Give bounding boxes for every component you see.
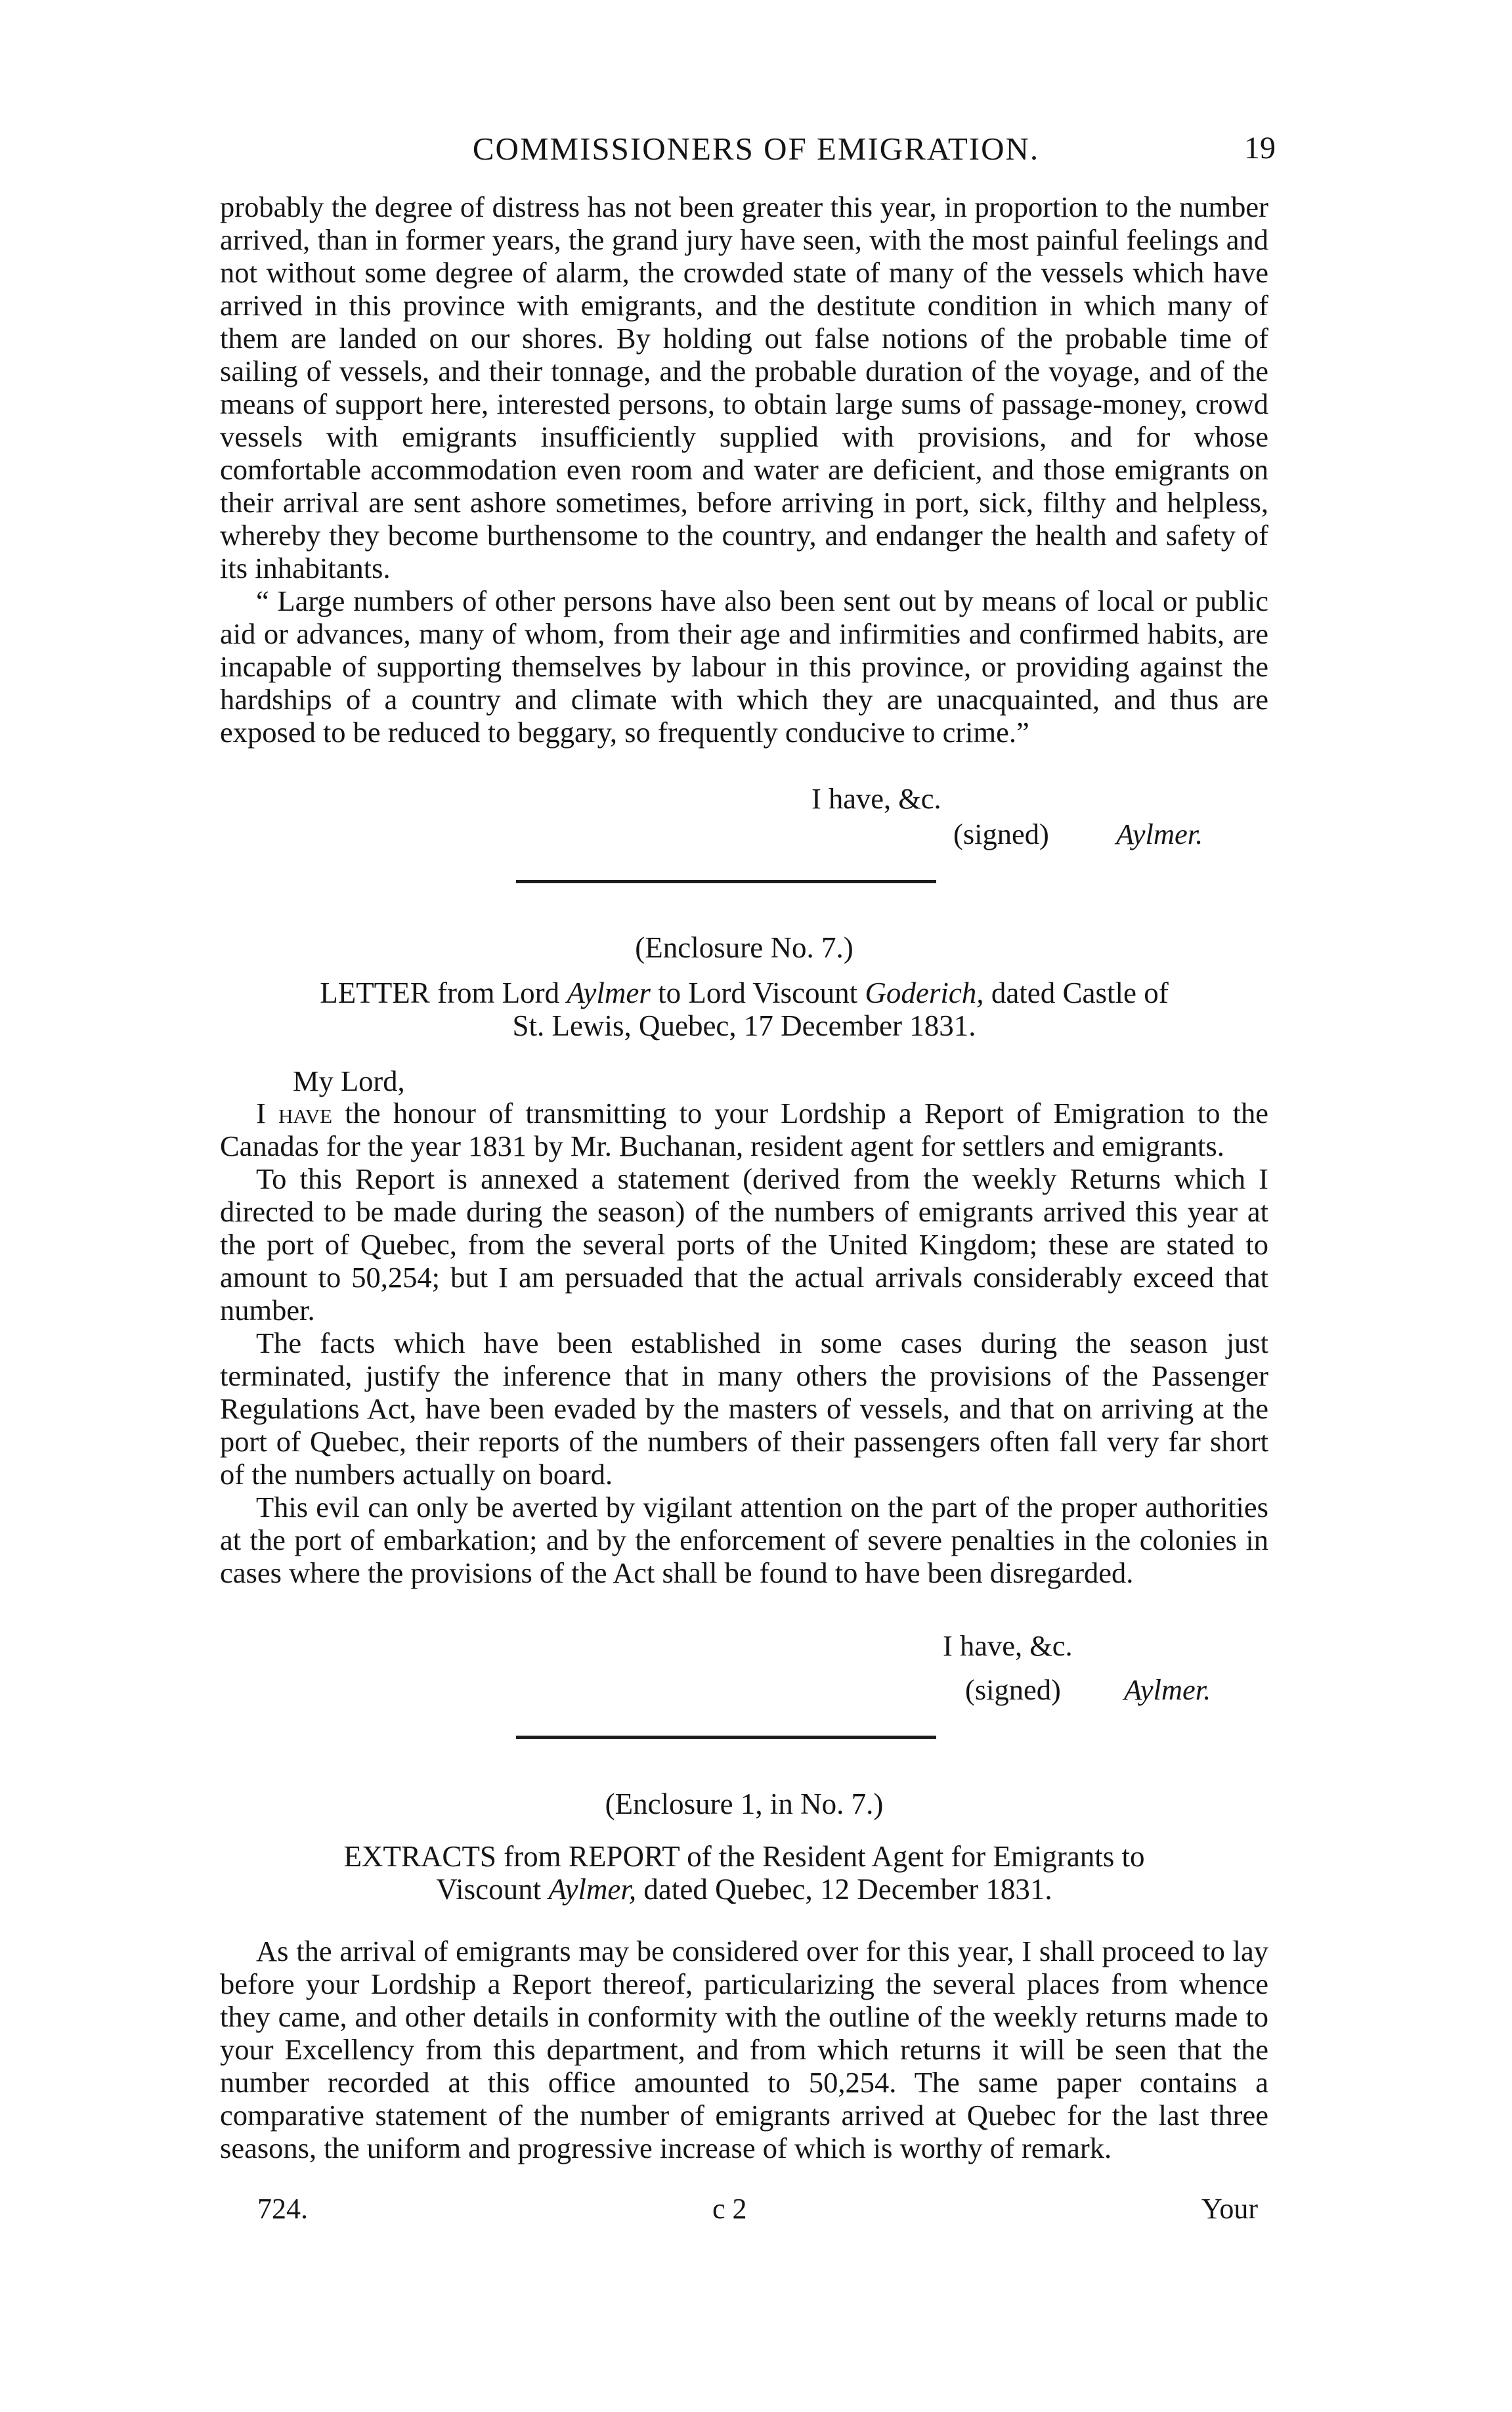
body-paragraph: The facts which have been established in some cases during the season just terminated, justify the inference that in many others the provisions of the Passenger Regulations Act, have been evaded by the masters of vessels, and that on arriving at the port of Quebec, their reports of the numbers of their passengers often fall very far short of the numbers actually on board. <box>220 1327 1268 1491</box>
closing-line: I have, &c. <box>943 1629 1073 1662</box>
presentment-continuation <box>220 190 1268 749</box>
enclosure-heading: (Enclosure 1, in No. 7.) <box>605 1787 884 1820</box>
extract-heading: EXTRACTS from REPORT of the Resident Agent for Emigrants to <box>343 1840 1145 1873</box>
extract-heading-date: Viscount Aylmer, dated Quebec, 12 December 1831. <box>436 1873 1052 1906</box>
body-paragraph: As the arrival of emigrants may be considered over for this year, I shall proceed to lay before your Lordship a Report thereof, particularizing the several places from whence they came, and other details in conformity with the outline of the weekly returns made to your Excellency from this department, and from which returns it will be seen that the number recorded at this office amounted to 50,254. The same paper contains a comparative statement of the number of emigrants arrived at Quebec for the last three seasons, the uniform and progressive increase of which is worthy of remark. <box>220 1935 1268 2164</box>
footer-paper-number: 724. <box>257 2193 308 2225</box>
body-paragraph: To this Report is annexed a statement (derived from the weekly Returns which I directed to be made during the season) of the numbers of emigrants arrived this year at the port of Quebec, from the several ports of the United Kingdom; these are stated to amount to 50,254; but I am persuaded that the actual arrivals considerably exceed that number. <box>220 1162 1268 1327</box>
signature: Aylmer. <box>1116 818 1203 850</box>
letter-body <box>220 1097 1268 1589</box>
body-paragraph: probably the degree of distress has not been greater this year, in proportion to the number arrived, than in former years, the grand jury have seen, with the most painful feelings and not without some degree of alarm, the crowded state of many of the vessels which have arrived in this province with emigrants, and the destitute condition in which many of them are landed on our shores. By holding out false notions of the probable time of sailing of vessels, and their tonnage, and the probable duration of the voyage, and of the means of support here, interested persons, to obtain large sums of passage-money, crowd vessels with emigrants insufficiently supplied with provisions, and for whose comfortable accommodation even room and water are deficient, and those emigrants on their arrival are sent ashore sometimes, before arriving in port, sick, filthy and helpless, whereby they become burthensome to the country, and endanger the health and safety of its inhabitants. <box>220 190 1268 584</box>
footer-catchword: Your <box>1201 2193 1259 2225</box>
footer-signature-mark: c 2 <box>712 2193 747 2225</box>
salutation: My Lord, <box>293 1064 405 1097</box>
letter-heading: LETTER from Lord Aylmer to Lord Viscount Goderich, dated Castle of <box>320 976 1169 1009</box>
enclosure-heading: (Enclosure No. 7.) <box>635 931 853 964</box>
section-divider <box>516 880 936 883</box>
page-number: 19 <box>1244 131 1276 165</box>
signature: Aylmer. <box>1124 1673 1211 1706</box>
body-paragraph: “ Large numbers of other persons have also been sent out by means of local or public aid or advances, many of whom, from their age and infirmities and confirmed habits, are incapable of supporting themselves by labour in this province, or providing against the hardships of a country and climate with which they are unacquainted, and thus are exposed to be reduced to beggary, so frequently conducive to crime.” <box>220 584 1268 749</box>
closing-line: I have, &c. <box>811 782 941 815</box>
body-paragraph: I have the honour of transmitting to your Lordship a Report of Emigration to the Canadas for the year 1831 by Mr. Buchanan, resident agent for settlers and emigrants. <box>220 1097 1269 1162</box>
running-header: COMMISSIONERS OF EMIGRATION. <box>472 131 1040 167</box>
extract-body <box>220 1935 1268 2164</box>
section-divider <box>516 1736 936 1739</box>
letter-heading-date: St. Lewis, Quebec, 17 December 1831. <box>512 1009 976 1042</box>
body-paragraph: This evil can only be averted by vigilant attention on the part of the proper authorities at the port of embarkation; and by the enforcement of severe penalties in the colonies in cases where the provisions of the Act shall be found to have been disregarded. <box>220 1491 1268 1589</box>
signed-label: (signed) <box>953 818 1049 850</box>
signed-label: (signed) <box>965 1673 1061 1706</box>
